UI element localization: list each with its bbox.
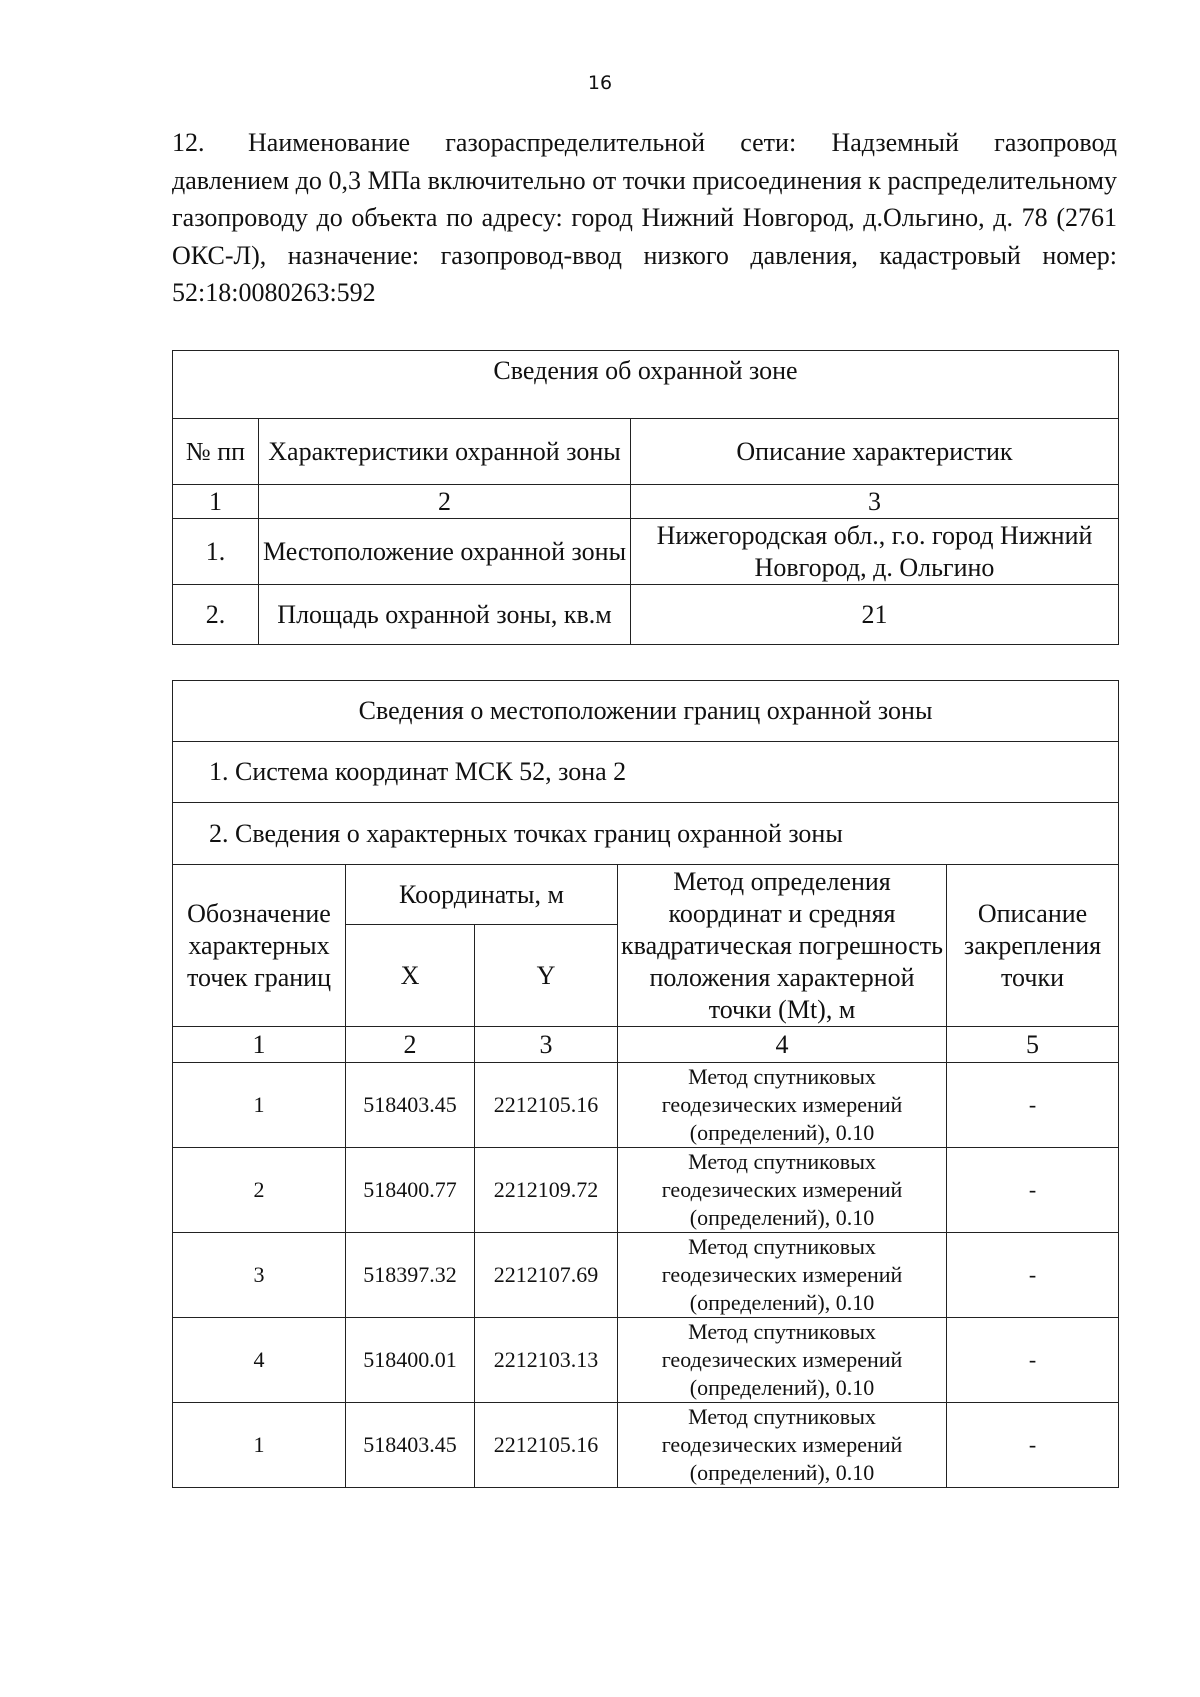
- point-method: Метод спутниковых геодезических измерений (определений), 0.10: [618, 1148, 947, 1233]
- intro-paragraph: [172, 124, 1117, 312]
- point-x: 518400.01: [346, 1318, 475, 1403]
- point-number: 4: [173, 1318, 346, 1403]
- coords-col-number: 4: [618, 1027, 947, 1063]
- coordinate-system: 1. Система координат МСК 52, зона 2: [173, 742, 1119, 803]
- zone-row-characteristic: Площадь охранной зоны, кв.м: [259, 585, 631, 645]
- point-method: Метод спутниковых геодезических измерений (определений), 0.10: [618, 1233, 947, 1318]
- zone-table-title: Сведения об охранной зоне: [173, 351, 1119, 419]
- point-y: 2212103.13: [475, 1318, 618, 1403]
- header-coordinates: Координаты, м: [346, 865, 618, 925]
- zone-col-number: 2: [259, 485, 631, 519]
- point-number: 1: [173, 1403, 346, 1488]
- point-method: Метод спутниковых геодезических измерений (определений), 0.10: [618, 1063, 947, 1148]
- header-y: Y: [475, 925, 618, 1027]
- point-y: 2212105.16: [475, 1403, 618, 1488]
- point-x: 518403.45: [346, 1403, 475, 1488]
- table-row: [173, 519, 1119, 585]
- zone-header-characteristic: Характеристики охранной зоны: [259, 419, 631, 485]
- table-row: [173, 1318, 1119, 1403]
- point-fixing: -: [947, 1233, 1119, 1318]
- header-method: Метод определения координат и средняя квадратическая погрешность положения характерной точки (Mt), м: [618, 865, 947, 1027]
- point-y: 2212109.72: [475, 1148, 618, 1233]
- table-row: [173, 585, 1119, 645]
- zone-col-number: 3: [631, 485, 1119, 519]
- boundary-coordinates-table: [172, 680, 1119, 1488]
- zone-header-num: № пп: [173, 419, 259, 485]
- point-y: 2212107.69: [475, 1233, 618, 1318]
- zone-row-characteristic: Местоположение охранной зоны: [259, 519, 631, 585]
- point-x: 518400.77: [346, 1148, 475, 1233]
- zone-row-description: Нижегородская обл., г.о. город Нижний Новгород, д. Ольгино: [631, 519, 1119, 585]
- point-number: 1: [173, 1063, 346, 1148]
- page-number: 16: [587, 72, 613, 94]
- header-x: X: [346, 925, 475, 1027]
- point-fixing: -: [947, 1318, 1119, 1403]
- header-designation: Обозначение характерных точек границ: [173, 865, 346, 1027]
- point-method: Метод спутниковых геодезических измерений (определений), 0.10: [618, 1318, 947, 1403]
- coords-col-number: 5: [947, 1027, 1119, 1063]
- point-fixing: -: [947, 1148, 1119, 1233]
- point-x: 518397.32: [346, 1233, 475, 1318]
- points-heading: 2. Сведения о характерных точках границ охранной зоны: [173, 803, 1119, 865]
- table-row: [173, 1063, 1119, 1148]
- point-y: 2212105.16: [475, 1063, 618, 1148]
- table-row: [173, 1233, 1119, 1318]
- protection-zone-table: [172, 350, 1119, 645]
- coords-table-title: Сведения о местоположении границ охранной зоны: [173, 681, 1119, 742]
- point-fixing: -: [947, 1063, 1119, 1148]
- zone-row-description: 21: [631, 585, 1119, 645]
- zone-header-description: Описание характеристик: [631, 419, 1119, 485]
- point-number: 2: [173, 1148, 346, 1233]
- zone-col-number: 1: [173, 485, 259, 519]
- intro-text: Наименование газораспределительной сети: Надземный газопровод давлением до 0,3 МПа включительно от точки присоединения к распределительному газопроводу до объекта по адресу: город Нижний Новгород, д.Ольгино, д. 78 (2761 ОКС-Л), назначение: газопровод-ввод низкого давления, кадастровый номер: 52:18:0080263:592: [172, 128, 1117, 307]
- zone-row-num: 1.: [173, 519, 259, 585]
- coords-col-number: 3: [475, 1027, 618, 1063]
- point-number: 3: [173, 1233, 346, 1318]
- zone-row-num: 2.: [173, 585, 259, 645]
- point-fixing: -: [947, 1403, 1119, 1488]
- header-fixing: Описание закрепления точки: [947, 865, 1119, 1027]
- point-method: Метод спутниковых геодезических измерений (определений), 0.10: [618, 1403, 947, 1488]
- coords-col-number: 1: [173, 1027, 346, 1063]
- table-row: [173, 1403, 1119, 1488]
- coords-col-number: 2: [346, 1027, 475, 1063]
- point-x: 518403.45: [346, 1063, 475, 1148]
- intro-item-number: 12.: [172, 128, 205, 157]
- table-row: [173, 1148, 1119, 1233]
